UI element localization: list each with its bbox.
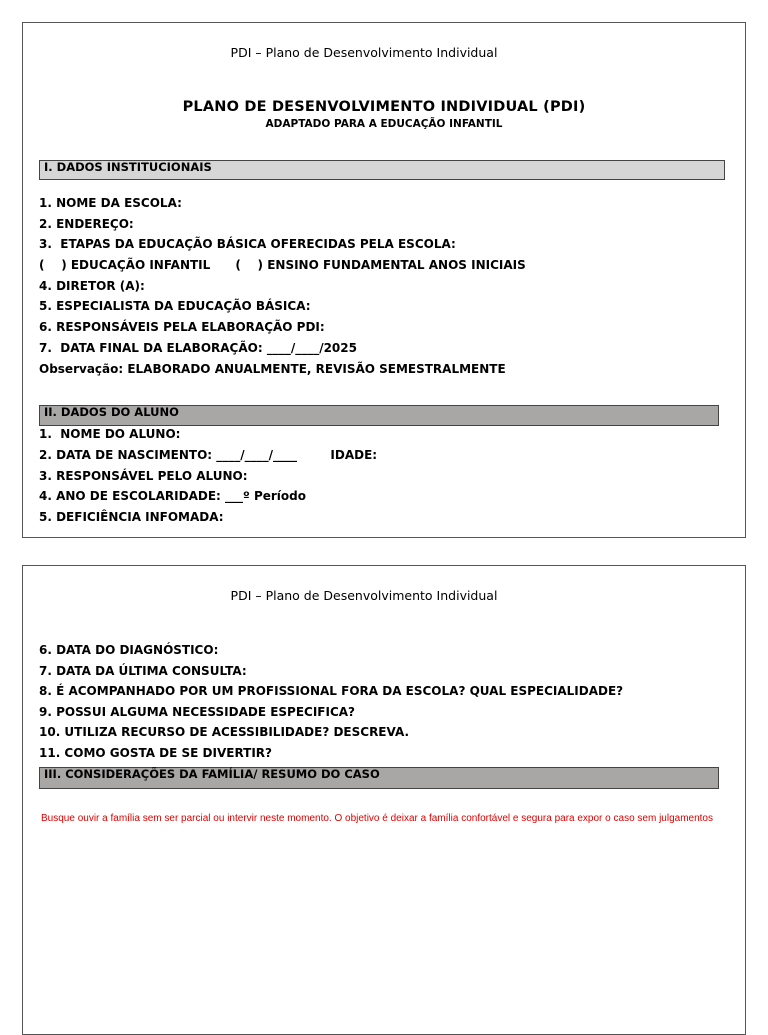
document-page-2 [22,565,746,1035]
field-stage-options: ( ) EDUCAÇÃO INFANTIL ( ) ENSINO FUNDAMENTAL ANOS INICIAIS [39,258,526,273]
family-guidance-note: Busque ouvir a família sem ser parcial ou intervir neste momento. O objetivo é deixar a família confortável e segura para expor o caso sem julgamentos [41,813,713,824]
field-student-name: 1. NOME DO ALUNO: [39,427,181,441]
field-specific-need: 9. POSSUI ALGUMA NECESSIDADE ESPECIFICA? [39,704,356,719]
field-last-consultation: 7. DATA DA ÚLTIMA CONSULTA: [39,663,247,678]
field-birth-date: 2. DATA DE NASCIMENTO: ____/____/____ IDADE: [39,447,378,462]
field-education-stages: 3. ETAPAS DA EDUCAÇÃO BÁSICA OFERECIDAS PELA ESCOLA: [39,237,456,252]
student-fields-continued [39,642,623,766]
field-address: 2. ENDEREÇO: [39,216,134,231]
field-director: 4. DIRETOR (A): [39,278,145,293]
page-header: PDI – Plano de Desenvolvimento Individual [230,588,498,603]
institutional-fields [39,195,526,381]
field-specialist: 5. ESPECIALISTA DA EDUCAÇÃO BÁSICA: [39,299,311,314]
field-final-date: 7. DATA FINAL DA ELABORAÇÃO: ____/____/2025 [39,340,357,355]
field-school-year: 4. ANO DE ESCOLARIDADE: ___º Período [39,489,306,504]
field-diagnosis-date: 6. DATA DO DIAGNÓSTICO: [39,643,219,657]
field-student-guardian: 3. RESPONSÁVEL PELO ALUNO: [39,468,248,483]
document-title: PLANO DE DESENVOLVIMENTO INDIVIDUAL (PDI) [182,99,586,115]
field-responsibles: 6. RESPONSÁVEIS PELA ELABORAÇÃO PDI: [39,320,325,335]
section-family-considerations: III. CONSIDERAÇÕES DA FAMÍLIA/ RESUMO DO CASO [39,767,719,789]
section-institutional-data: I. DADOS INSTITUCIONAIS [39,160,725,180]
page-header: PDI – Plano de Desenvolvimento Individual [230,45,498,60]
field-accessibility-resource: 10. UTILIZA RECURSO DE ACESSIBILIDADE? DESCREVA. [39,725,410,740]
field-external-professional: 8. É ACOMPANHADO POR UM PROFISSIONAL FORA DA ESCOLA? QUAL ESPECIALIDADE? [39,684,624,699]
section-student-data: II. DADOS DO ALUNO [39,405,719,426]
document-page-1 [22,22,746,538]
field-school-name: 1. NOME DA ESCOLA: [39,196,182,210]
student-fields [39,427,377,531]
field-disability: 5. DEFICIÊNCIA INFOMADA: [39,510,224,525]
field-leisure: 11. COMO GOSTA DE SE DIVERTIR? [39,745,272,760]
field-observation: Observação: ELABORADO ANUALMENTE, REVISÃO SEMESTRALMENTE [39,361,506,376]
document-subtitle: ADAPTADO PARA A EDUCAÇÃO INFANTIL [265,118,503,130]
